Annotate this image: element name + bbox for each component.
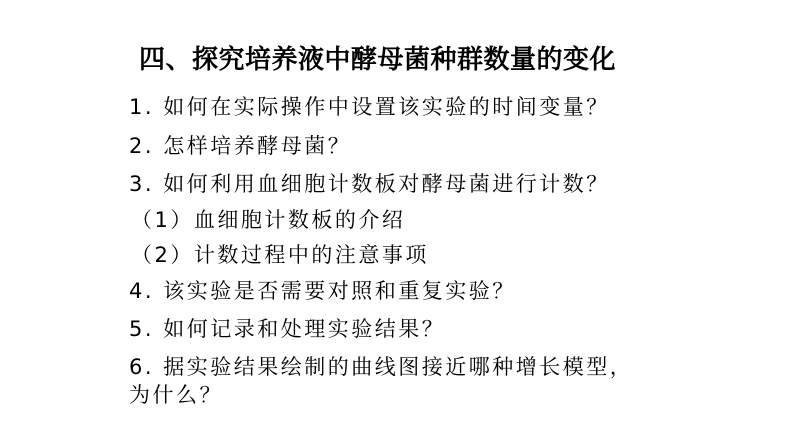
question-4: 4. 该实验是否需要对照和重复实验？ (129, 279, 516, 303)
question-3-sub-1: （1）血细胞计数板的介绍 (131, 208, 406, 232)
question-6-continued: 为什么？ (129, 383, 223, 407)
question-5: 5. 如何记录和处理实验结果？ (129, 317, 446, 341)
slide-title: 四、探究培养液中酵母菌种群数量的变化 (139, 45, 617, 75)
question-3: 3. 如何利用血细胞计数板对酵母菌进行计数？ (129, 172, 610, 196)
question-1: 1. 如何在实际操作中设置该实验的时间变量？ (129, 95, 610, 119)
question-2: 2. 怎样培养酵母菌？ (129, 134, 352, 158)
question-6: 6. 据实验结果绘制的曲线图接近哪种增长模型， (129, 355, 634, 379)
question-3-sub-2: （2）计数过程中的注意事项 (131, 243, 429, 267)
